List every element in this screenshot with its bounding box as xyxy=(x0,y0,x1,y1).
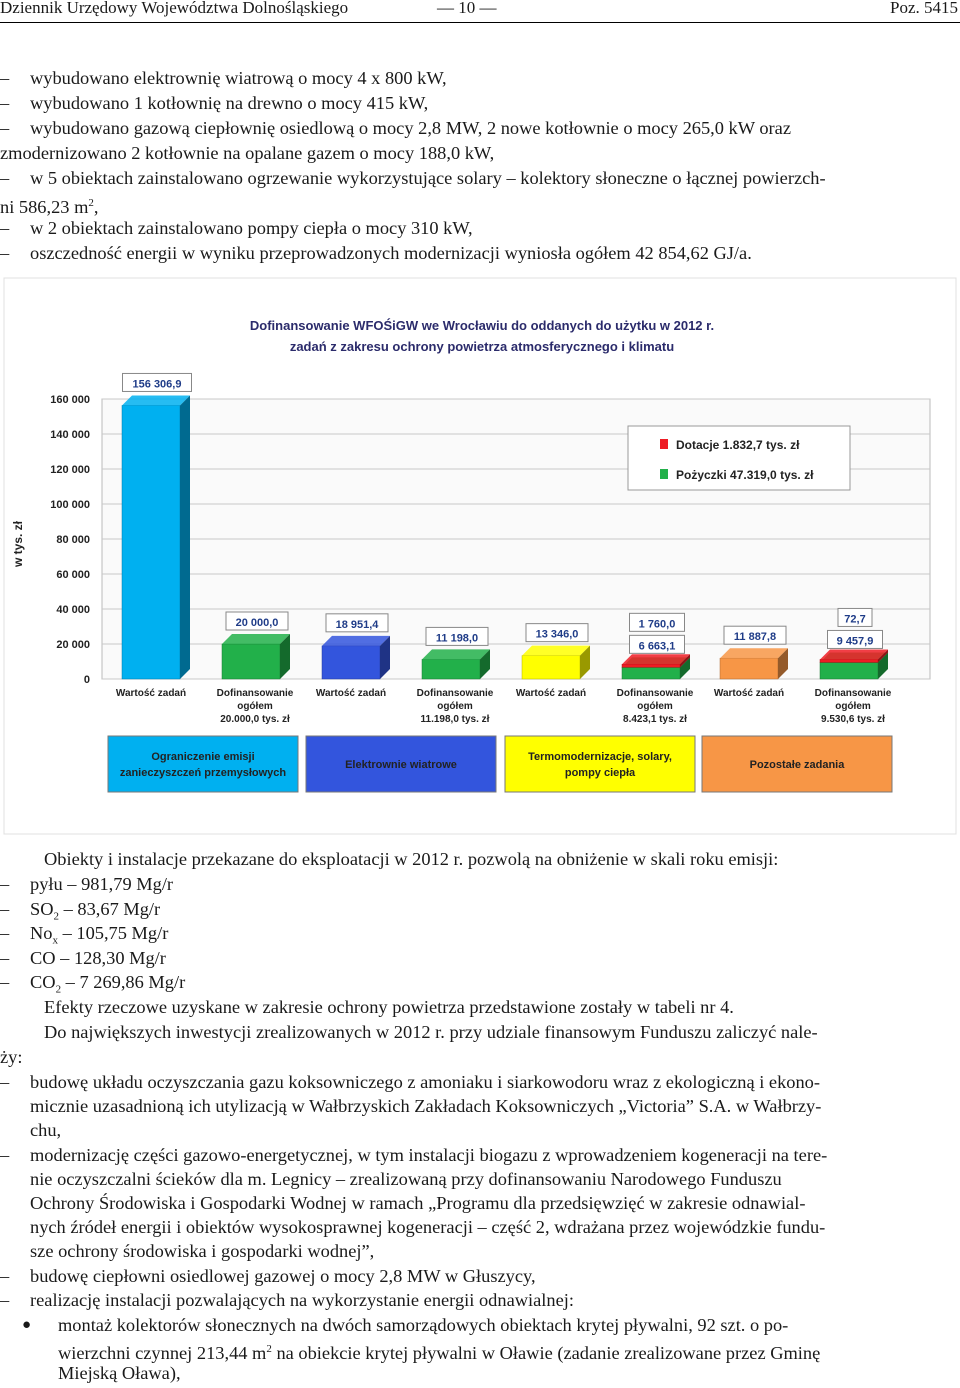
legend xyxy=(628,426,850,490)
item-text: modernizację części gazowo-energetycznej, w tym instalacji biogazu z wprowadzeniem kogeneracji na tere- xyxy=(30,1145,828,1165)
y-tick-label: 120 000 xyxy=(50,464,90,476)
bar-wartosc-0-front xyxy=(122,405,180,679)
emission-name: No xyxy=(30,923,53,943)
dash: – xyxy=(0,68,10,88)
bar-pozyczki-0-top xyxy=(222,634,290,644)
item-text: nie oczyszczalni ścieków dla m. Legnicy – zrealizowaną przy dofinansowaniu Narodowego Funduszu xyxy=(30,1169,782,1189)
category-label: Wartość zadań xyxy=(115,688,187,699)
bar-wartosc-2-top xyxy=(522,646,590,656)
item-text: w 5 obiektach zainstalowano ogrzewanie wykorzystujące solary – kolektory słoneczne o łącznej powierzch- xyxy=(30,168,826,188)
emission-subscript: x xyxy=(52,934,58,947)
category-label: Dofinansowanie xyxy=(814,688,892,699)
item-text: montaż kolektorów słonecznych na dwóch samorządowych obiektach krytej pływalni, 92 szt. o po- xyxy=(58,1315,789,1335)
item-text: sze ochrony środowiska i gospodarki wodnej”, xyxy=(30,1241,375,1261)
page-header xyxy=(0,0,960,23)
bullet-icon: ● xyxy=(22,1317,32,1333)
bar-pozyczki-label-1: 11 198,0 xyxy=(435,632,479,645)
bar-dotacje-3-top xyxy=(820,649,888,659)
item-text-a: wierzchni czynnej 213,44 m xyxy=(58,1343,267,1364)
category-label: Wartość zadań xyxy=(315,688,387,699)
dash: – xyxy=(0,1266,10,1286)
dash: – xyxy=(0,972,10,992)
superscript: 2 xyxy=(266,1343,272,1355)
category-label: Wartość zadań xyxy=(713,688,785,699)
y-tick-label: 160 000 xyxy=(50,394,90,406)
item-text-main: ni 586,23 m xyxy=(0,197,89,218)
group-label: Ograniczenie emisji xyxy=(151,751,255,763)
bar-wartosc-label-3: 11 887,8 xyxy=(733,631,777,644)
dash: – xyxy=(0,93,10,113)
group-label: Pozostałe zadania xyxy=(749,759,845,771)
bar-pozyczki-2-front xyxy=(622,667,680,679)
emission-name: SO xyxy=(30,899,54,919)
item-text xyxy=(0,191,99,219)
y-tick-label: 60 000 xyxy=(56,569,90,581)
item-text: micznie uzasadnioną ich utylizacją w Wałbrzyskich Zakładach Koksowniczych „Victoria” S.A. w Wałbrzy- xyxy=(30,1096,822,1116)
bar-pozyczki-label-3: 9 457,9 xyxy=(836,635,874,648)
legend-dotacje-swatch xyxy=(660,439,668,449)
bar-dotacje-label-2: 1 760,0 xyxy=(638,618,676,631)
category-label: ogółem xyxy=(835,701,871,712)
item-text: chu, xyxy=(30,1120,62,1140)
paragraph-text: Do największych inwestycji zrealizowanych w 2012 r. przy udziale finansowym Funduszu zaliczyć nale- xyxy=(44,1022,818,1042)
category-label: Dofinansowanie xyxy=(616,688,694,699)
emission-value: – 128,30 Mg/r xyxy=(55,948,166,968)
item-text: realizację instalacji pozwalających na wykorzystanie energii odnawialnej: xyxy=(30,1290,574,1310)
category-label: ogółem xyxy=(237,701,273,712)
legend-dotacje-label: Dotacje 1.832,7 tys. zł xyxy=(676,438,800,452)
category-label: 20.000,0 tys. zł xyxy=(220,714,290,725)
dash: – xyxy=(0,1145,10,1165)
funding-bar-chart xyxy=(0,274,960,836)
emission-name: pyłu xyxy=(30,874,63,894)
item-text: w 2 obiektach zainstalowano pompy ciepła o mocy 310 kW, xyxy=(30,218,473,238)
group-label: Termomodernizacje, solary, xyxy=(528,751,672,763)
y-ticks xyxy=(50,394,90,686)
item-text: zmodernizowano 2 kotłownie na opalane gazem o mocy 188,0 kW, xyxy=(0,143,495,163)
bar-wartosc-3-front xyxy=(720,658,778,679)
group-box-0 xyxy=(108,736,298,792)
paragraph-text: ży: xyxy=(0,1047,23,1067)
dash: – xyxy=(0,118,10,138)
category-label: 8.423,1 tys. zł xyxy=(623,714,687,725)
emission-name: CO xyxy=(30,948,56,968)
category-label: ogółem xyxy=(637,701,673,712)
dash: – xyxy=(0,899,10,919)
group-label: Elektrownie wiatrowe xyxy=(345,759,457,771)
bar-pozyczki-label-2: 6 663,1 xyxy=(638,640,676,653)
paragraph-text: Efekty rzeczowe uzyskane w zakresie ochrony powietrza przedstawione zostały w tabeli nr 4. xyxy=(44,997,734,1017)
journal-title: Dziennik Urzędowy Województwa Dolnośląskiego xyxy=(0,0,349,17)
y-tick-label: 40 000 xyxy=(56,604,90,616)
category-label: Dofinansowanie xyxy=(416,688,494,699)
y-tick-label: 100 000 xyxy=(50,499,90,511)
item-text: wybudowano gazową ciepłownię osiedlową o mocy 2,8 MW, 2 nowe kotłownie o mocy 265,0 kW oraz xyxy=(30,118,792,138)
intro-text: Obiekty i instalacje przekazane do eksploatacji w 2012 r. pozwolą na obniżenie w skali roku emisji: xyxy=(44,849,779,869)
emission-name: CO xyxy=(30,972,56,992)
category-label: Dofinansowanie xyxy=(216,688,294,699)
dash: – xyxy=(0,923,10,943)
bar-dotacje-3-front xyxy=(820,659,878,662)
emission-value: – 981,79 Mg/r xyxy=(62,874,174,894)
dash: – xyxy=(0,948,10,968)
bar-pozyczki-0-front xyxy=(222,644,280,679)
item-text: wybudowano 1 kotłownię na drewno o mocy 415 kW, xyxy=(30,93,429,113)
superscript: 2 xyxy=(88,197,94,209)
emission-subscript: 2 xyxy=(55,983,62,996)
bar-dotacje-2-top xyxy=(622,654,690,664)
y-tick-label: 0 xyxy=(83,674,90,686)
bar-dotacje-label-3: 72,7 xyxy=(844,613,866,626)
dash: – xyxy=(0,1290,10,1310)
category-label: Wartość zadań xyxy=(515,688,587,699)
category-label: ogółem xyxy=(437,701,473,712)
emission-value: – 7 269,86 Mg/r xyxy=(61,972,186,992)
bar-wartosc-1-top xyxy=(322,636,390,646)
dash: – xyxy=(0,218,10,238)
comma: , xyxy=(93,197,99,218)
chart-title-line2: zadań z zakresu ochrony powietrza atmosferycznego i klimatu xyxy=(289,339,675,354)
emission-value: – 83,67 Mg/r xyxy=(59,899,161,919)
item-text: budowę układu oczyszczania gazu koksowniczego z amoniaku i siarkowodoru wraz z ekologiczną i ekono- xyxy=(30,1072,820,1092)
item-text: wybudowano elektrownię wiatrową o mocy 4 x 800 kW, xyxy=(30,68,447,88)
bar-pozyczki-3-front xyxy=(820,662,878,679)
bar-wartosc-0-side xyxy=(180,395,190,679)
group-label: zanieczyszczeń przemysłowych xyxy=(119,767,287,779)
bar-dotacje-2-front xyxy=(622,664,680,667)
item-text: budowę ciepłowni osiedlowej gazowej o mocy 2,8 MW w Głuszycy, xyxy=(30,1266,536,1286)
bar-wartosc-0-top xyxy=(122,395,190,405)
emission-value: – 105,75 Mg/r xyxy=(57,923,169,943)
item-text-b: na obiekcie krytej pływalni w Oławie (zadanie zrealizowane przez Gminę xyxy=(271,1343,821,1364)
emission-subscript: 2 xyxy=(53,910,60,923)
legend-pozyczki-swatch xyxy=(660,469,668,479)
emission-text xyxy=(30,946,166,970)
item-text: Miejską Oława), xyxy=(58,1363,181,1383)
bar-wartosc-label-2: 13 346,0 xyxy=(535,628,579,641)
chart-title-line1: Dofinansowanie WFOŚiGW we Wrocławiu do oddanych do użytku w 2012 r. xyxy=(249,318,715,333)
emission-text xyxy=(30,872,173,896)
dash: – xyxy=(0,1072,10,1092)
y-tick-label: 80 000 xyxy=(56,534,90,546)
category-label: 9.530,6 tys. zł xyxy=(821,714,885,725)
legend-pozyczki-label: Pożyczki 47.319,0 tys. zł xyxy=(676,468,814,482)
y-tick-label: 140 000 xyxy=(50,429,90,441)
page-number: — 10 — xyxy=(437,0,497,17)
dash: – xyxy=(0,168,10,188)
bar-wartosc-3-top xyxy=(720,648,788,658)
bar-pozyczki-1-top xyxy=(422,649,490,659)
bar-wartosc-2-front xyxy=(522,656,580,679)
item-text: oszczedność energii w wyniku przeprowadzonych modernizacji wyniosła ogółem 42 854,62 GJ/a. xyxy=(30,243,752,263)
position-number: Poz. 5415 xyxy=(890,0,958,17)
bar-pozyczki-1-front xyxy=(422,659,480,679)
bar-wartosc-label-0: 156 306,9 xyxy=(132,378,182,391)
group-label: pompy ciepła xyxy=(564,767,636,779)
item-text: nych źródeł energii i obiektów wysokosprawnej kogeneracji – część 2, wdrażana przez wojewódzkie fundu- xyxy=(30,1217,826,1237)
chart-container xyxy=(0,274,960,836)
bar-wartosc-1-front xyxy=(322,646,380,679)
y-tick-label: 20 000 xyxy=(56,639,90,651)
dash: – xyxy=(0,874,10,894)
item-text: Ochrony Środowiska i Gospodarki Wodnej w ramach „Programu dla przedsięwzięć w zakresie odnawial- xyxy=(30,1193,806,1213)
y-axis-label: w tys. zł xyxy=(11,520,25,568)
category-label: 11.198,0 tys. zł xyxy=(420,714,490,725)
group-box-2 xyxy=(505,736,695,792)
bar-pozyczki-label-0: 20 000,0 xyxy=(235,617,279,629)
bar-wartosc-label-1: 18 951,4 xyxy=(335,618,379,631)
dash: – xyxy=(0,243,10,263)
